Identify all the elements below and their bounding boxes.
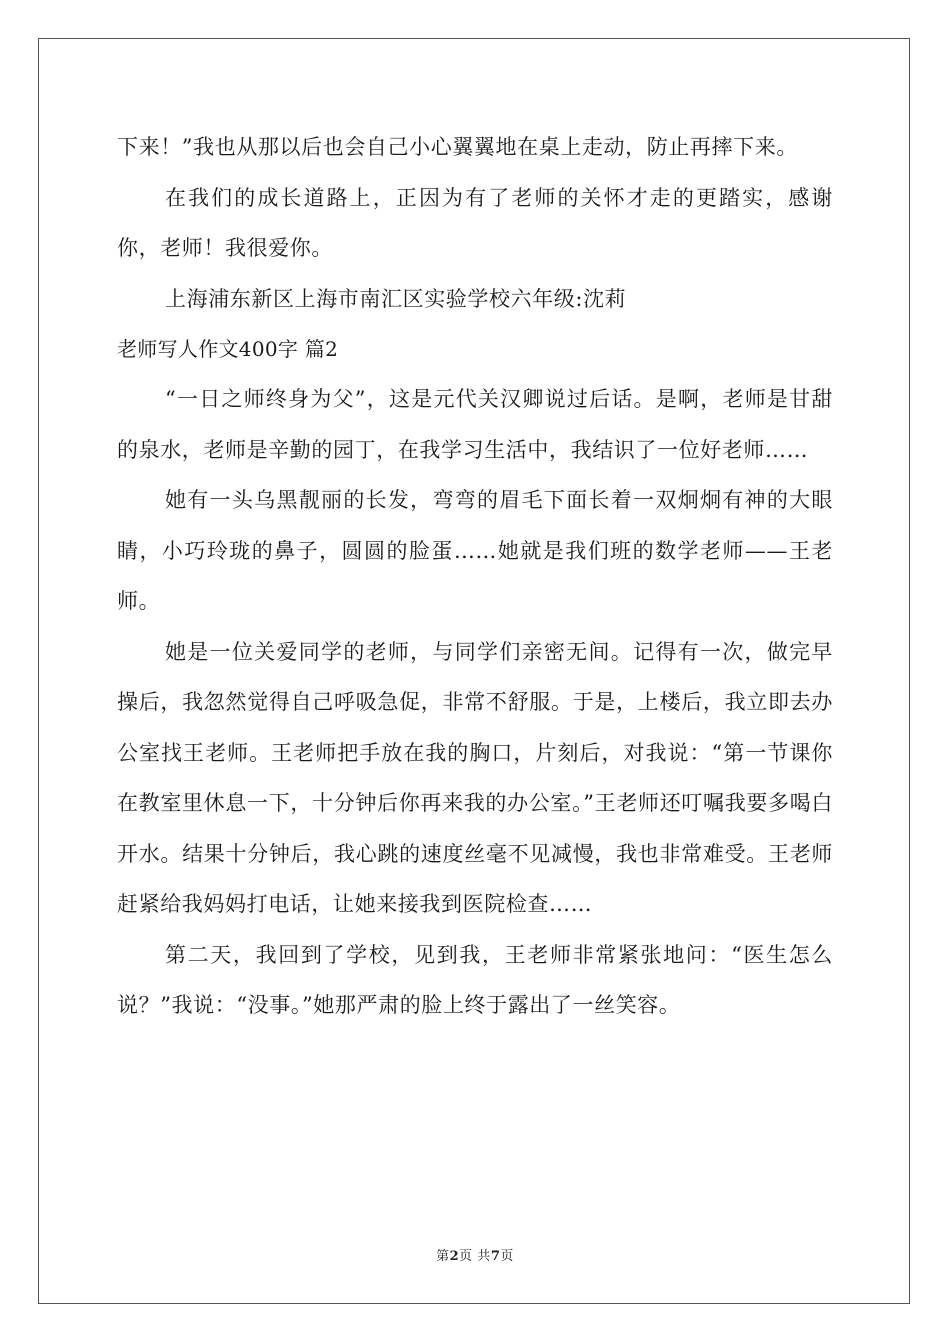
paragraph-story: 她是一位关爱同学的老师，与同学们亲密无间。记得有一次，做完早操后，我忽然觉得自己呼吸急促，非常不舒服。于是，上楼后，我立即去办公室找王老师。王老师把手放在我的胸口，片刻后，对我说：“第一节课你在教室里休息一下，十分钟后你再来我的办公室。”王老师还叮嘱我要多喝白开水。结果十分钟后，我心跳的速度丝毫不见减慢，我也非常难受。王老师赶紧给我妈妈打电话，让她来接我到医院检查…… bbox=[117, 639, 833, 916]
paragraph-intro: “一日之师终身为父”，这是元代关汉卿说过后话。是啊，老师是甘甜的泉水，老师是辛勤的园丁，在我学习生活中，我结识了一位好老师…… bbox=[117, 387, 833, 462]
document-body bbox=[117, 122, 833, 1031]
footer-mid: 页 共 bbox=[459, 1249, 491, 1264]
paragraph-continued: 下来！”我也从那以后也会自己小心翼翼地在桌上走动，防止再摔下来。 bbox=[117, 135, 798, 159]
paragraph-next-day: 第二天，我回到了学校，见到我，王老师非常紧张地问：“医生怎么说？”我说：“没事。”她那严肃的脸上终于露出了一丝笑容。 bbox=[117, 942, 833, 1017]
footer-prefix: 第 bbox=[436, 1249, 450, 1264]
author-line: 上海浦东新区上海市南汇区实验学校六年级:沈莉 bbox=[165, 286, 627, 311]
essay-heading: 老师写人作文400字 篇2 bbox=[117, 337, 339, 361]
footer-page-current: 2 bbox=[449, 1249, 460, 1264]
page-footer bbox=[0, 1245, 950, 1264]
footer-suffix: 页 bbox=[500, 1249, 514, 1264]
paragraph-thanks: 在我们的成长道路上，正因为有了老师的关怀才走的更踏实，感谢你，老师！我很爱你。 bbox=[117, 185, 833, 260]
footer-page-total: 7 bbox=[490, 1249, 501, 1264]
paragraph-appearance: 她有一头乌黑靓丽的长发，弯弯的眉毛下面长着一双炯炯有神的大眼睛，小巧玲珑的鼻子，圆圆的脸蛋……她就是我们班的数学老师——王老师。 bbox=[117, 488, 833, 613]
